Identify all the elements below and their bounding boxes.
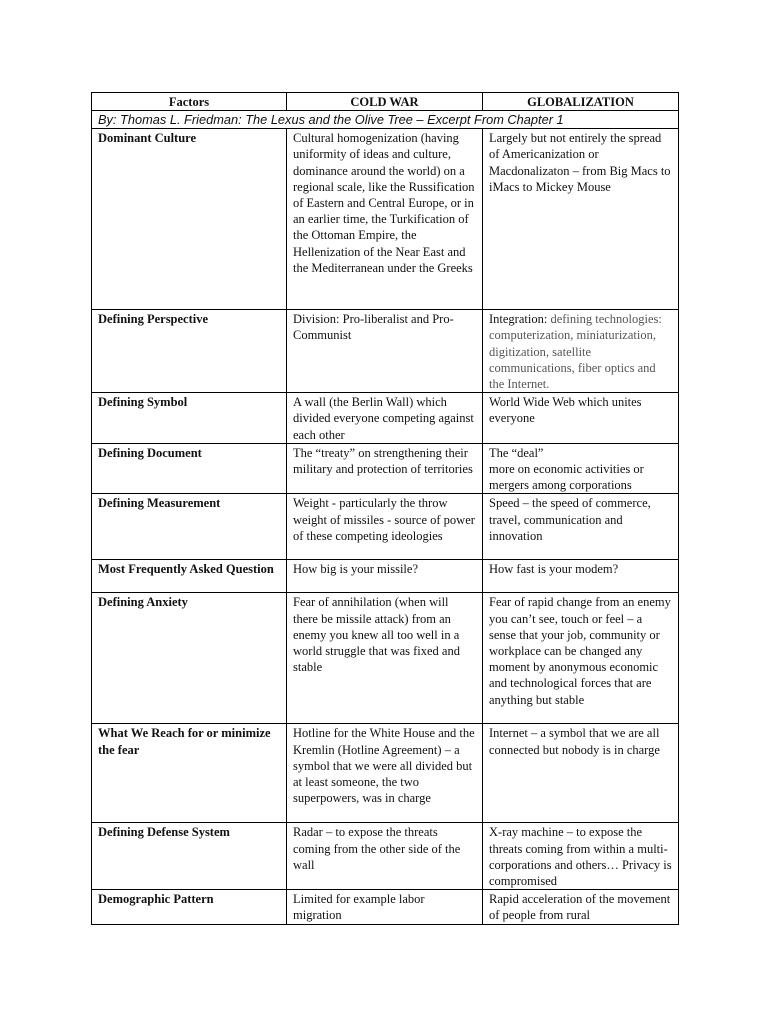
- table-row: [92, 310, 679, 393]
- cold-war-cell: The “treaty” on strengthening their military and protection of territories: [287, 443, 483, 494]
- factor-cell: Defining Perspective: [92, 310, 287, 393]
- cold-war-cell: Limited for example labor migration: [287, 890, 483, 924]
- byline: By: Thomas L. Friedman: The Lexus and the Olive Tree – Excerpt From Chapter 1: [92, 111, 679, 129]
- comparison-table: [91, 92, 679, 925]
- factor-cell: Defining Document: [92, 443, 287, 494]
- factor-cell: Defining Symbol: [92, 393, 287, 444]
- factor-cell: Defining Defense System: [92, 823, 287, 890]
- table-row: [92, 393, 679, 444]
- globalization-detail: defining technologies: computerization, miniaturization, digitization, satellite communications, fiber optics and the Internet.: [489, 312, 662, 392]
- globalization-cell: Largely but not entirely the spread of Americanization or Macdonalizaton – from Big Macs to iMacs to Mickey Mouse: [483, 129, 679, 310]
- globalization-cell: How fast is your modem?: [483, 560, 679, 593]
- table-row: [92, 129, 679, 310]
- globalization-label: Integration:: [489, 312, 548, 327]
- byline-row: [92, 111, 679, 129]
- table-row: [92, 823, 679, 890]
- cold-war-cell: Cultural homogenization (having uniformity of ideas and culture, dominance around the world) on a regional scale, like the Russification of Eastern and Central Europe, or in an earlier time, the Turkification of the Ottoman Empire, the Hellenization of the Near East and the Mediterranean under the Greeks: [287, 129, 483, 310]
- cold-war-cell: Weight - particularly the throw weight of missiles - source of power of these competing ideologies: [287, 494, 483, 560]
- globalization-cell: Speed – the speed of commerce, travel, communication and innovation: [483, 494, 679, 560]
- globalization-cell: [483, 310, 679, 393]
- globalization-cell: [483, 443, 679, 494]
- cold-war-cell: Fear of annihilation (when will there be missile attack) from an enemy you knew all too well in a world struggle that was fixed and stable: [287, 593, 483, 724]
- globalization-cell: Internet – a symbol that we are all connected but nobody is in charge: [483, 724, 679, 823]
- factor-cell: Defining Measurement: [92, 494, 287, 560]
- factor-cell: Dominant Culture: [92, 129, 287, 310]
- globalization-cell: World Wide Web which unites everyone: [483, 393, 679, 444]
- globalization-cell: Fear of rapid change from an enemy you can’t see, touch or feel – a sense that your job, community or workplace can be changed any moment by anonymous economic and technological forces that are anything but stable: [483, 593, 679, 724]
- factor-cell: Defining Anxiety: [92, 593, 287, 724]
- factor-cell: Demographic Pattern: [92, 890, 287, 924]
- header-row: [92, 93, 679, 111]
- table-row: [92, 890, 679, 924]
- cold-war-cell: Hotline for the White House and the Kremlin (Hotline Agreement) – a symbol that we were all divided but at least someone, the two superpowers, was in charge: [287, 724, 483, 823]
- table-row: [92, 443, 679, 494]
- globalization-cell: X-ray machine – to expose the threats coming from within a multi-corporations and others… Privacy is compromised: [483, 823, 679, 890]
- cold-war-cell: A wall (the Berlin Wall) which divided everyone competing against each other: [287, 393, 483, 444]
- header-globalization: GLOBALIZATION: [483, 93, 679, 111]
- factor-cell: What We Reach for or minimize the fear: [92, 724, 287, 823]
- header-factors: Factors: [92, 93, 287, 111]
- table-row: [92, 724, 679, 823]
- table-row: [92, 494, 679, 560]
- table-row: [92, 560, 679, 593]
- factor-cell: Most Frequently Asked Question: [92, 560, 287, 593]
- globalization-line: The “deal”: [489, 445, 544, 460]
- table-row: [92, 593, 679, 724]
- globalization-line: more on economic activities or mergers among corporations: [489, 462, 644, 493]
- header-cold-war: COLD WAR: [287, 93, 483, 111]
- cold-war-cell: Radar – to expose the threats coming from the other side of the wall: [287, 823, 483, 890]
- globalization-cell: Rapid acceleration of the movement of people from rural: [483, 890, 679, 924]
- cold-war-cell: How big is your missile?: [287, 560, 483, 593]
- cold-war-cell: Division: Pro-liberalist and Pro-Communist: [287, 310, 483, 393]
